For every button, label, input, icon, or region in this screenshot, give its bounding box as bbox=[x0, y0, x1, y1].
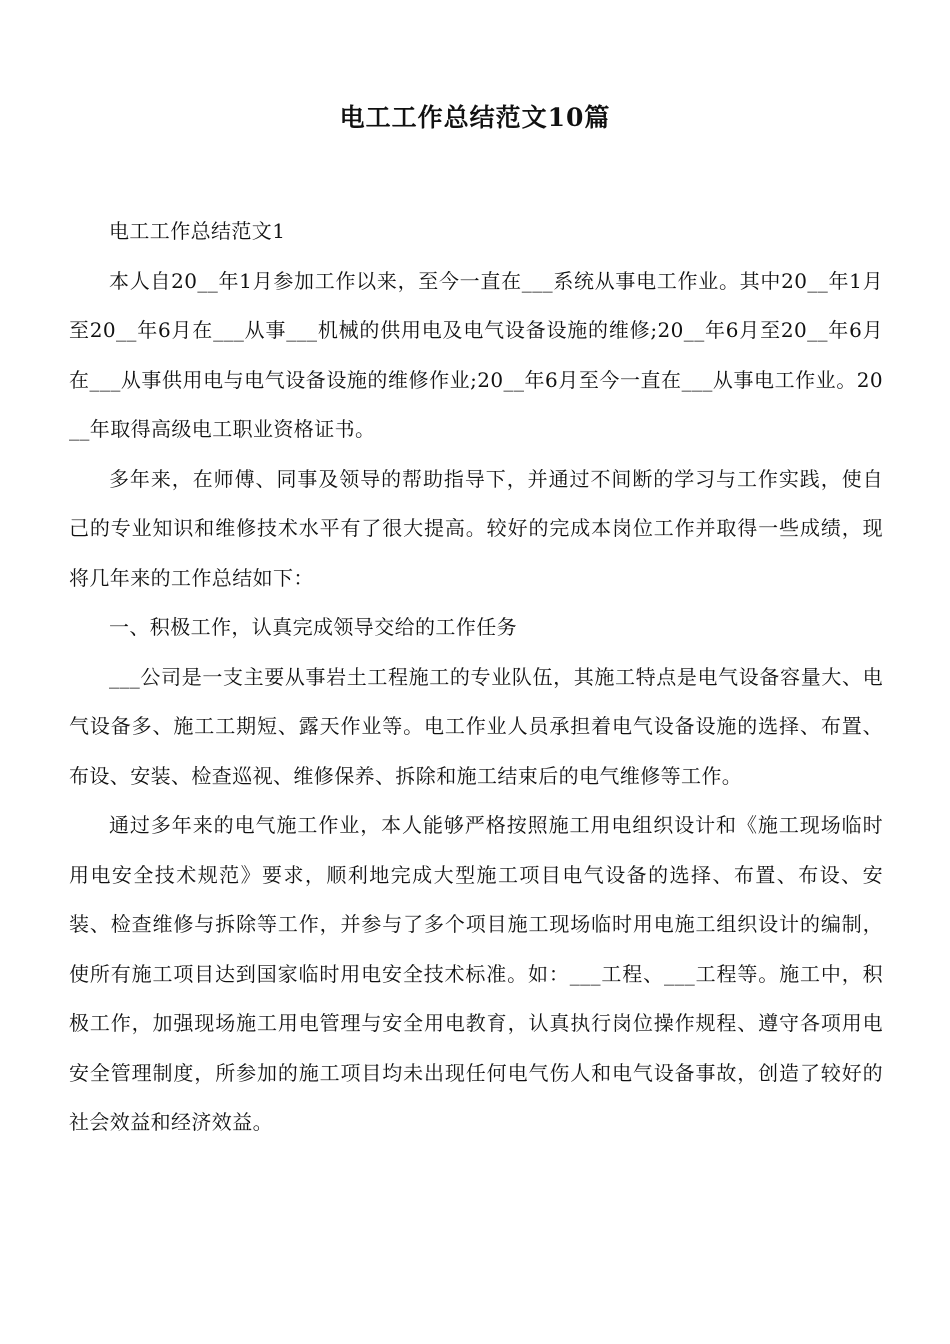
document-body bbox=[69, 207, 883, 1148]
paragraph-construction-work: 通过多年来的电气施工作业，本人能够严格按照施工用电组织设计和《施工现场临时用电安全技术规范》要求，顺利地完成大型施工项目电气设备的选择、布置、布设、安装、检查维修与拆除等工作，并参与了多个项目施工现场临时用电施工组织设计的编制，使所有施工项目达到国家临时用电安全技术标准。如：___工程、___工程等。施工中，积极工作，加强现场施工用电管理与安全用电教育，认真执行岗位操作规程、遵守各项用电安全管理制度，所参加的施工项目均未出现任何电气伤人和电气设备事故，创造了较好的社会效益和经济效益。 bbox=[69, 813, 883, 1134]
paragraph-company-intro: ___公司是一支主要从事岩土工程施工的专业队伍，其施工特点是电气设备容量大、电气设备多、施工工期短、露天作业等。电工作业人员承担着电气设备设施的选择、布置、布设、安装、检查巡视、维修保养、拆除和施工结束后的电气维修等工作。 bbox=[69, 664, 883, 788]
subheading-active-work: 一、积极工作，认真完成领导交给的工作任务 bbox=[109, 615, 517, 639]
section-heading-1: 电工工作总结范文1 bbox=[109, 219, 286, 243]
paragraph-growth: 多年来，在师傅、同事及领导的帮助指导下，并通过不间断的学习与工作实践，使自己的专业知识和维修技术水平有了很大提高。较好的完成本岗位工作并取得一些成绩，现将几年来的工作总结如下： bbox=[69, 466, 883, 590]
paragraph-work-history: 本人自20__年1月参加工作以来，至今一直在___系统从事电工作业。其中20__年1月至20__年6月在___从事___机械的供用电及电气设备设施的维修;20__年6月至20__年6月在___从事供用电与电气设备设施的维修作业;20__年6月至今一直在___从事电工作业。20__年取得高级电工职业资格证书。 bbox=[69, 268, 883, 441]
document-title: 电工工作总结范文10篇 bbox=[339, 103, 611, 132]
